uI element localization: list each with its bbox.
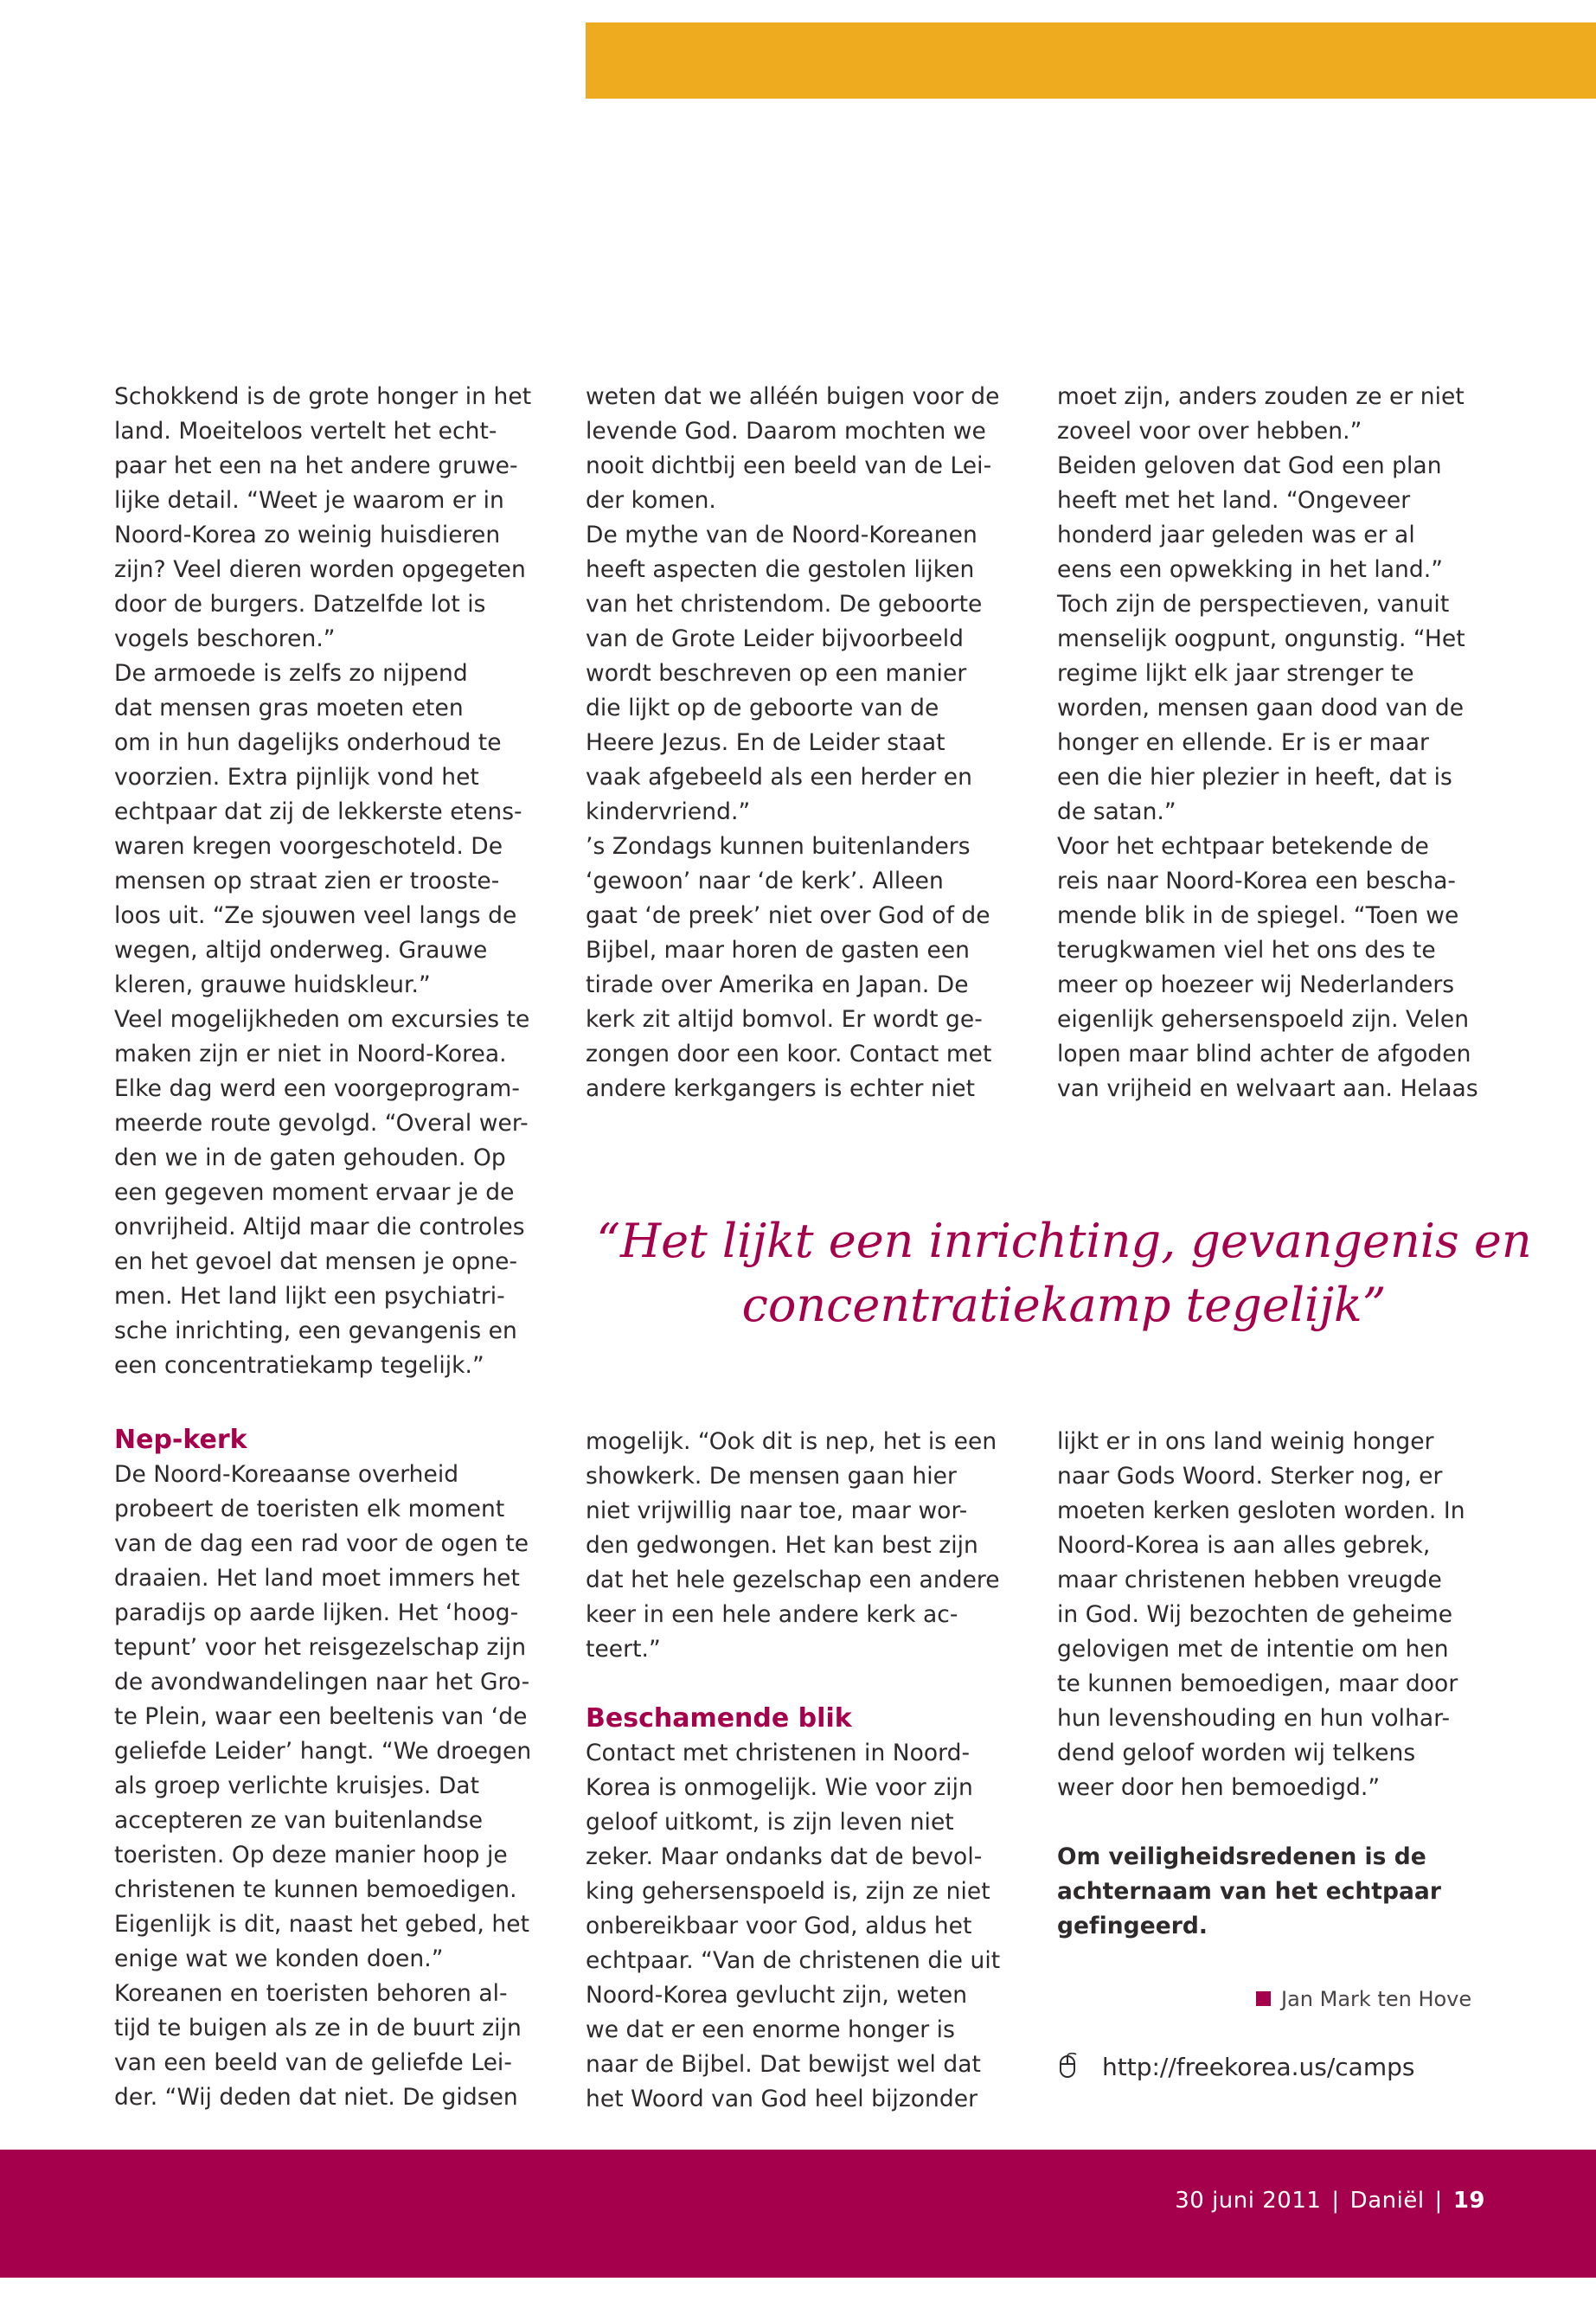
section-beschamende-blik-lines-line: het Woord van God heel bijzonder [586, 2086, 978, 2112]
section-nep-kerk-lines-line: geliefde Leider’ hangt. “We droegen [114, 1738, 532, 1765]
col2-top-line: Heere Jezus. En de Leider staat [586, 729, 945, 756]
column-1-top [114, 380, 564, 1383]
col3-top-line: moet zijn, anders zouden ze er niet [1057, 383, 1465, 410]
col3-top-line: menselijk oogpunt, ongunstig. “Het [1057, 625, 1465, 652]
footer-separator-2: | [1434, 2188, 1443, 2214]
col3-top-line: zoveel voor over hebben.” [1057, 418, 1362, 445]
section-beschamende-blik-lines-line: geloof uitkomt, is zijn leven niet [586, 1809, 954, 1836]
col3-top-line: worden, mensen gaan dood van de [1057, 695, 1465, 721]
section-beschamende-blik-lines-line: Contact met christenen in Noord- [586, 1740, 971, 1766]
col2-top-line: van het christendom. De geboorte [586, 591, 983, 618]
col3-top-line: honderd jaar geleden was er al [1057, 522, 1415, 548]
col3-top-line: een die hier plezier in heeft, dat is [1057, 764, 1452, 791]
col1-top-line: lijke detail. “Weet je waarom er in [114, 487, 504, 514]
col3-top-line: meer op hoezeer wij Nederlanders [1057, 971, 1455, 998]
pull-quote-line-2: concentratiekamp tegelijk” [741, 1278, 1387, 1332]
section-beschamende-blik-lines-line: Korea is onmogelijk. Wie voor zijn [586, 1774, 973, 1801]
column-3-top [1057, 380, 1507, 1106]
section-beschamende-blik-lines [586, 1736, 1035, 2117]
col2-top-line: die lijkt op de geboorte van de [586, 695, 939, 721]
page-number: 19 [1452, 2188, 1485, 2214]
col2-top-line: der komen. [586, 487, 716, 514]
col2-bottom-line: showkerk. De mensen gaan hier [586, 1463, 957, 1490]
pull-quote-line-1: “Het lijkt een inrichting, gevangenis en [596, 1214, 1532, 1268]
col2-top-line: ‘gewoon’ naar ‘de kerk’. Alleen [586, 868, 944, 894]
col3-top-line: honger en ellende. Er is er maar [1057, 729, 1429, 756]
col1-top-line: maken zijn er niet in Noord-Korea. [114, 1041, 507, 1067]
section-nep-kerk-lines-line: accepteren ze van buitenlandse [114, 1807, 484, 1834]
footer-date: 30 juni 2011 [1175, 2188, 1322, 2214]
col3-top-line: Voor het echtpaar betekende de [1057, 833, 1429, 860]
web-link-url[interactable]: http://freekorea.us/camps [1102, 2053, 1415, 2081]
col3-top-line: regime lijkt elk jaar strenger te [1057, 660, 1414, 687]
col2-top-line: ’s Zondags kunnen buitenlanders [586, 833, 971, 860]
section-nep-kerk-lines-line: Eigenlijk is dit, naast het gebed, het [114, 1911, 530, 1938]
note-lines-line: gefingeerd. [1057, 1913, 1208, 1939]
section-beschamende-blik-lines-line: echtpaar. “Van de christenen die uit [586, 1947, 1001, 1974]
col2-top-line: nooit dichtbij een beeld van de Lei- [586, 452, 992, 479]
section-beschamende-blik-lines-line: naar de Bijbel. Dat bewijst wel dat [586, 2051, 981, 2078]
col1-top-line: men. Het land lijkt een psychiatri- [114, 1283, 505, 1310]
section-nep-kerk-lines-line: Koreanen en toeristen behoren al- [114, 1980, 508, 2007]
top-accent-bar [586, 22, 1596, 99]
section-nep-kerk-lines-line: draaien. Het land moet immers het [114, 1565, 520, 1592]
mouse-icon [1057, 2053, 1083, 2088]
section-nep-kerk-lines-line: van een beeld van de geliefde Lei- [114, 2049, 512, 2076]
section-beschamende-blik-lines-line: onbereikbaar voor God, aldus het [586, 1913, 972, 1939]
col2-bottom-line: keer in een hele andere kerk ac- [586, 1601, 958, 1628]
col3-top-line: de satan.” [1057, 798, 1176, 825]
note-lines-line: Om veiligheidsredenen is de [1057, 1843, 1426, 1870]
column-3-top-lines [1057, 380, 1507, 1106]
col3-top-line: terugkwamen viel het ons des te [1057, 937, 1436, 964]
col3-top-line: eens een opwekking in het land.” [1057, 556, 1444, 583]
col2-top-line: tirade over Amerika en Japan. De [586, 971, 969, 998]
col1-top-line: meerde route gevolgd. “Overal wer- [114, 1110, 529, 1137]
col2-top-line: heeft aspecten die gestolen lijken [586, 556, 975, 583]
col1-top-line: De armoede is zelfs zo nijpend [114, 660, 468, 687]
col2-top-line: wordt beschreven op een manier [586, 660, 967, 687]
note-lines-line: achternaam van het echtpaar [1057, 1878, 1441, 1905]
col1-top-line: sche inrichting, een gevangenis en [114, 1317, 517, 1344]
col1-top-line: land. Moeiteloos vertelt het echt- [114, 418, 497, 445]
section-nep-kerk-lines-line: tijd te buigen als ze in de buurt zijn [114, 2015, 522, 2041]
col1-top-line: Noord-Korea zo weinig huisdieren [114, 522, 501, 548]
section-nep-kerk-lines-line: als groep verlichte kruisjes. Dat [114, 1772, 480, 1799]
col1-top-line: paar het een na het andere gruwe- [114, 452, 518, 479]
section-nep-kerk-lines-line: probeert de toeristen elk moment [114, 1496, 505, 1522]
col1-top-line: vogels beschoren.” [114, 625, 336, 652]
col2-bottom-line: niet vrijwillig naar toe, maar wor- [586, 1497, 968, 1524]
col3-top-line: reis naar Noord-Korea een bescha- [1057, 868, 1456, 894]
section-nep-kerk-lines-line: te Plein, waar een beeltenis van ‘de [114, 1703, 528, 1730]
section-beschamende-blik-lines-line: zeker. Maar ondanks dat de bevol- [586, 1843, 983, 1870]
col2-top-line: gaat ‘de preek’ niet over God of de [586, 902, 990, 929]
col3-top-line: lopen maar blind achter de afgoden [1057, 1041, 1471, 1067]
col1-top-line: een concentratiekamp tegelijk.” [114, 1352, 484, 1379]
section-nep-kerk-lines-line: tepunt’ voor het reisgezelschap zijn [114, 1634, 527, 1661]
section-beschamende-blik-lines-line: Noord-Korea gevlucht zijn, weten [586, 1982, 968, 2009]
col3-bottom-line: naar Gods Woord. Sterker nog, er [1057, 1463, 1443, 1490]
col2-top-line: van de Grote Leider bijvoorbeeld [586, 625, 965, 652]
col1-top-line: dat mensen gras moeten eten [114, 695, 464, 721]
col3-top-line: mende blik in de spiegel. “Toen we [1057, 902, 1459, 929]
col2-top-line: andere kerkgangers is echter niet [586, 1075, 976, 1102]
col3-top-line: Beiden geloven dat God een plan [1057, 452, 1442, 479]
col3-bottom-line: gelovigen met de intentie om hen [1057, 1636, 1449, 1663]
section-nep-kerk-lines-line: christenen te kunnen bemoedigen. [114, 1876, 517, 1903]
col1-top-line: wegen, altijd onderweg. Grauwe [114, 937, 488, 964]
section-beschamende-blik-lines-line: we dat er een enorme honger is [586, 2016, 955, 2043]
col1-top-line: waren kregen voorgeschoteld. De [114, 833, 503, 860]
section-nep-kerk-lines-line: enige wat we konden doen.” [114, 1945, 444, 1972]
section-nep-kerk-lines-line: der. “Wij deden dat niet. De gidsen [114, 2084, 518, 2111]
footer-magazine: Daniël [1349, 2188, 1425, 2214]
col1-top-line: kleren, grauwe huidskleur.” [114, 971, 431, 998]
section-nep-kerk-lines-line: De Noord-Koreaanse overheid [114, 1461, 459, 1488]
col1-top-line: echtpaar dat zij de lekkerste etens- [114, 798, 522, 825]
col1-top-line: voorzien. Extra pijnlijk vond het [114, 764, 479, 791]
col1-top-line: om in hun dagelijks onderhoud te [114, 729, 502, 756]
column-1-top-lines [114, 380, 564, 1383]
col1-top-line: onvrijheid. Altijd maar die controles [114, 1214, 525, 1240]
col3-bottom-line: dend geloof worden wij telkens [1057, 1740, 1416, 1766]
author-credit [1256, 1984, 1471, 2014]
column-3-bottom-lines [1057, 1425, 1507, 1805]
col2-bottom-line: den gedwongen. Het kan best zijn [586, 1532, 978, 1559]
col3-top-line: heeft met het land. “Ongeveer [1057, 487, 1411, 514]
section-nep-kerk-lines-line: toeristen. Op deze manier hoop je [114, 1842, 508, 1868]
col2-bottom-line: mogelijk. “Ook dit is nep, het is een [586, 1428, 997, 1455]
col3-bottom-line: Noord-Korea is aan alles gebrek, [1057, 1532, 1431, 1559]
col3-top-line: eigenlijk gehersenspoeld zijn. Velen [1057, 1006, 1470, 1033]
section-heading-beschamende-blik: Beschamende blik [586, 1703, 852, 1734]
col3-bottom-line: te kunnen bemoedigen, maar door [1057, 1670, 1458, 1697]
col3-bottom-line: hun levenshouding en hun volhar- [1057, 1705, 1451, 1732]
section-nep-kerk-lines-line: paradijs op aarde lijken. Het ‘hoog- [114, 1599, 519, 1626]
col3-bottom-line: moeten kerken gesloten worden. In [1057, 1497, 1465, 1524]
col2-top-line: vaak afgebeeld als een herder en [586, 764, 972, 791]
column-2-bottom-lines [586, 1425, 1035, 1667]
section-heading-nep-kerk: Nep-kerk [114, 1425, 247, 1455]
section-nep-kerk-lines [114, 1458, 564, 2115]
column-2-top [586, 380, 1035, 1106]
footer-text [1175, 2187, 1485, 2214]
col2-bottom-line: dat het hele gezelschap een andere [586, 1567, 1000, 1593]
col2-top-line: zongen door een koor. Contact met [586, 1041, 992, 1067]
col1-top-line: Veel mogelijkheden om excursies te [114, 1006, 530, 1033]
col2-top-line: kindervriend.” [586, 798, 751, 825]
web-link-row[interactable] [1057, 2050, 1414, 2088]
section-beschamende-blik-lines-line: king gehersenspoeld is, zijn ze niet [586, 1878, 990, 1905]
section-nep-kerk [114, 1423, 564, 2115]
col2-top-line: De mythe van de Noord-Koreanen [586, 522, 977, 548]
col3-bottom-line: lijkt er in ons land weinig honger [1057, 1428, 1434, 1455]
col3-bottom-line: maar christenen hebben vreugde [1057, 1567, 1442, 1593]
col1-top-line: door de burgers. Datzelfde lot is [114, 591, 486, 618]
column-2-bottom [586, 1425, 1035, 2117]
section-nep-kerk-lines-line: van de dag een rad voor de ogen te [114, 1530, 529, 1557]
col1-top-line: loos uit. “Ze sjouwen veel langs de [114, 902, 517, 929]
column-3-bottom [1057, 1425, 1507, 1944]
anonymity-note [1057, 1840, 1507, 1944]
author-name: Jan Mark ten Hove [1281, 1987, 1472, 2011]
column-2-top-lines [586, 380, 1035, 1106]
col2-top-line: weten dat we alléén buigen voor de [586, 383, 1000, 410]
col2-top-line: levende God. Daarom mochten we [586, 418, 986, 445]
pull-quote [571, 1209, 1557, 1337]
col3-top-line: Toch zijn de perspectieven, vanuit [1057, 591, 1450, 618]
col1-top-line: Elke dag werd een voorgeprogram- [114, 1075, 520, 1102]
col2-bottom-line: teert.” [586, 1636, 661, 1663]
col2-top-line: kerk zit altijd bomvol. Er wordt ge- [586, 1006, 983, 1033]
col1-top-line: een gegeven moment ervaar je de [114, 1179, 515, 1206]
col3-bottom-line: weer door hen bemoedigd.” [1057, 1774, 1381, 1801]
col1-top-line: den we in de gaten gehouden. Op [114, 1144, 506, 1171]
col1-top-line: Schokkend is de grote honger in het [114, 383, 532, 410]
col3-bottom-line: in God. Wij bezochten de geheime [1057, 1601, 1453, 1628]
col3-top-line: van vrijheid en welvaart aan. Helaas [1057, 1075, 1478, 1102]
author-bullet [1256, 1991, 1271, 2006]
col1-top-line: en het gevoel dat mensen je opne- [114, 1248, 518, 1275]
col2-top-line: Bijbel, maar horen de gasten een [586, 937, 971, 964]
col1-top-line: mensen op straat zien er trooste- [114, 868, 500, 894]
section-nep-kerk-lines-line: de avondwandelingen naar het Gro- [114, 1669, 530, 1695]
col1-top-line: zijn? Veel dieren worden opgegeten [114, 556, 526, 583]
footer-separator: | [1331, 2188, 1340, 2214]
